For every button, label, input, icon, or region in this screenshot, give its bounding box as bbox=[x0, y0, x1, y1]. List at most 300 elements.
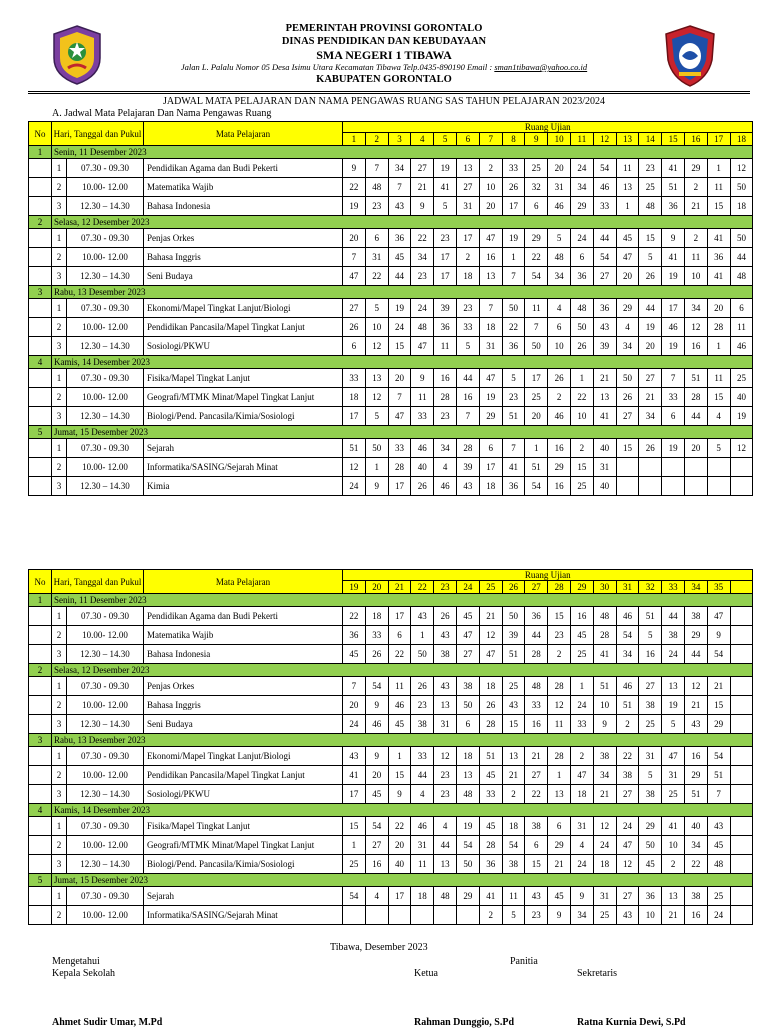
session-blank bbox=[29, 677, 52, 696]
proctor-cell: 23 bbox=[434, 407, 457, 426]
proctor-cell: 4 bbox=[434, 817, 457, 836]
proctor-cell: 51 bbox=[707, 766, 730, 785]
proctor-cell: 38 bbox=[457, 677, 480, 696]
proctor-cell: 20 bbox=[639, 337, 662, 356]
proctor-cell: 21 bbox=[479, 607, 502, 626]
room-number-header: 18 bbox=[730, 133, 753, 146]
letterhead-department: DINAS PENDIDIKAN DAN KEBUDAYAAN bbox=[281, 36, 487, 47]
proctor-cell: 2 bbox=[548, 645, 571, 664]
proctor-cell: 33 bbox=[525, 696, 548, 715]
proctor-cell: 1 bbox=[343, 836, 366, 855]
day-row bbox=[29, 146, 753, 159]
letterhead-rule-thin bbox=[28, 93, 750, 94]
proctor-cell: 21 bbox=[684, 696, 707, 715]
proctor-cell: 36 bbox=[593, 299, 616, 318]
proctor-cell: 9 bbox=[343, 159, 366, 178]
proctor-cell: 43 bbox=[502, 696, 525, 715]
proctor-cell: 12 bbox=[365, 337, 388, 356]
proctor-cell: 50 bbox=[502, 299, 525, 318]
proctor-cell: 17 bbox=[388, 477, 411, 496]
proctor-cell: 23 bbox=[365, 197, 388, 216]
day-number: 3 bbox=[29, 734, 52, 747]
proctor-cell: 17 bbox=[343, 785, 366, 804]
proctor-cell: 28 bbox=[525, 645, 548, 664]
proctor-cell: 26 bbox=[570, 337, 593, 356]
proctor-cell: 29 bbox=[684, 626, 707, 645]
room-number-header: 14 bbox=[639, 133, 662, 146]
room-number-header: 2 bbox=[365, 133, 388, 146]
proctor-cell: 28 bbox=[548, 677, 571, 696]
day-number: 3 bbox=[29, 286, 52, 299]
proctor-cell: 4 bbox=[707, 407, 730, 426]
proctor-cell: 22 bbox=[343, 178, 366, 197]
signature-sekretaris-name: Ratna Kurnia Dewi, S.Pd bbox=[577, 1017, 686, 1028]
proctor-cell bbox=[707, 477, 730, 496]
session-number: 1 bbox=[52, 369, 67, 388]
session-subject: Bahasa Inggris bbox=[144, 248, 343, 267]
proctor-cell: 44 bbox=[684, 407, 707, 426]
proctor-cell: 6 bbox=[479, 439, 502, 458]
proctor-cell: 21 bbox=[502, 766, 525, 785]
proctor-cell: 31 bbox=[662, 766, 685, 785]
session-number: 1 bbox=[52, 159, 67, 178]
proctor-cell: 12 bbox=[479, 626, 502, 645]
room-number-header: 30 bbox=[593, 581, 616, 594]
day-row bbox=[29, 216, 753, 229]
session-subject: Ekonomi/Mapel Tingkat Lanjut/Biologi bbox=[144, 747, 343, 766]
proctor-cell: 19 bbox=[662, 439, 685, 458]
proctor-cell: 7 bbox=[479, 299, 502, 318]
proctor-cell: 12 bbox=[365, 388, 388, 407]
proctor-cell: 16 bbox=[548, 439, 571, 458]
proctor-cell: 31 bbox=[548, 178, 571, 197]
proctor-cell: 21 bbox=[525, 747, 548, 766]
session-subject: Pendidikan Agama dan Budi Pekerti bbox=[144, 607, 343, 626]
proctor-cell: 1 bbox=[411, 626, 434, 645]
proctor-cell: 47 bbox=[570, 766, 593, 785]
session-subject: Sejarah bbox=[144, 439, 343, 458]
proctor-cell: 24 bbox=[662, 645, 685, 664]
proctor-cell bbox=[639, 477, 662, 496]
proctor-cell: 21 bbox=[707, 677, 730, 696]
proctor-cell: 28 bbox=[593, 626, 616, 645]
proctor-cell: 15 bbox=[707, 388, 730, 407]
proctor-cell: 29 bbox=[707, 715, 730, 734]
proctor-cell bbox=[730, 607, 753, 626]
session-subject: Fisika/Mapel Tingkat Lanjut bbox=[144, 369, 343, 388]
proctor-cell: 31 bbox=[570, 817, 593, 836]
proctor-cell: 22 bbox=[388, 645, 411, 664]
proctor-cell: 18 bbox=[411, 887, 434, 906]
proctor-cell: 24 bbox=[570, 696, 593, 715]
proctor-cell: 54 bbox=[365, 677, 388, 696]
proctor-cell: 31 bbox=[593, 887, 616, 906]
proctor-cell: 33 bbox=[411, 407, 434, 426]
proctor-cell: 34 bbox=[616, 645, 639, 664]
signature-sekretaris-label: Sekretaris bbox=[577, 968, 617, 979]
proctor-cell: 9 bbox=[365, 477, 388, 496]
proctor-cell: 54 bbox=[525, 477, 548, 496]
day-number: 5 bbox=[29, 874, 52, 887]
proctor-cell: 39 bbox=[434, 299, 457, 318]
proctor-cell: 13 bbox=[434, 696, 457, 715]
proctor-cell: 2 bbox=[548, 388, 571, 407]
day-label: Jumat, 15 Desember 2023 bbox=[52, 874, 753, 887]
proctor-cell: 4 bbox=[434, 458, 457, 477]
session-row bbox=[29, 747, 753, 766]
proctor-cell: 9 bbox=[570, 887, 593, 906]
proctor-cell: 17 bbox=[388, 887, 411, 906]
session-blank bbox=[29, 607, 52, 626]
proctor-cell: 13 bbox=[593, 388, 616, 407]
session-blank bbox=[29, 906, 52, 925]
proctor-cell: 54 bbox=[616, 626, 639, 645]
proctor-cell: 50 bbox=[570, 318, 593, 337]
proctor-cell: 6 bbox=[730, 299, 753, 318]
session-blank bbox=[29, 229, 52, 248]
session-time: 12.30 – 14.30 bbox=[67, 337, 144, 356]
proctor-cell: 32 bbox=[525, 178, 548, 197]
proctor-cell: 15 bbox=[388, 766, 411, 785]
proctor-cell: 11 bbox=[411, 388, 434, 407]
proctor-cell: 23 bbox=[548, 626, 571, 645]
session-blank bbox=[29, 855, 52, 874]
session-subject: Biologi/Pend. Pancasila/Kimia/Sosiologi bbox=[144, 407, 343, 426]
proctor-cell: 34 bbox=[388, 159, 411, 178]
proctor-cell: 46 bbox=[388, 696, 411, 715]
session-number: 1 bbox=[52, 229, 67, 248]
proctor-cell: 5 bbox=[502, 906, 525, 925]
proctor-cell: 29 bbox=[548, 458, 571, 477]
proctor-cell: 22 bbox=[365, 267, 388, 286]
room-number-header: 7 bbox=[479, 133, 502, 146]
proctor-cell: 22 bbox=[616, 747, 639, 766]
session-blank bbox=[29, 178, 52, 197]
proctor-cell: 51 bbox=[684, 785, 707, 804]
proctor-cell: 25 bbox=[525, 159, 548, 178]
day-label: Jumat, 15 Desember 2023 bbox=[52, 426, 753, 439]
proctor-cell: 46 bbox=[548, 407, 571, 426]
proctor-cell: 46 bbox=[434, 477, 457, 496]
room-number-header: 35 bbox=[707, 581, 730, 594]
session-subject: Penjas Orkes bbox=[144, 229, 343, 248]
proctor-cell: 13 bbox=[502, 747, 525, 766]
email-link[interactable]: sman1tibawa@yahoo.co.id bbox=[494, 62, 588, 72]
session-blank bbox=[29, 337, 52, 356]
proctor-cell: 31 bbox=[593, 458, 616, 477]
proctor-cell: 43 bbox=[593, 318, 616, 337]
proctor-cell: 18 bbox=[457, 267, 480, 286]
proctor-cell: 7 bbox=[707, 785, 730, 804]
session-number: 3 bbox=[52, 407, 67, 426]
proctor-cell: 38 bbox=[662, 626, 685, 645]
proctor-cell: 13 bbox=[457, 766, 480, 785]
session-number: 1 bbox=[52, 887, 67, 906]
session-row bbox=[29, 159, 753, 178]
proctor-cell: 4 bbox=[365, 887, 388, 906]
letterhead bbox=[0, 22, 768, 86]
proctor-cell: 40 bbox=[388, 855, 411, 874]
session-blank bbox=[29, 696, 52, 715]
proctor-cell: 12 bbox=[548, 696, 571, 715]
session-subject: Sosiologi/PKWU bbox=[144, 337, 343, 356]
session-time: 10.00- 12.00 bbox=[67, 836, 144, 855]
proctor-cell: 1 bbox=[502, 248, 525, 267]
proctor-cell: 41 bbox=[434, 178, 457, 197]
proctor-cell: 9 bbox=[593, 715, 616, 734]
room-number-header: 17 bbox=[707, 133, 730, 146]
proctor-cell: 25 bbox=[570, 645, 593, 664]
session-row bbox=[29, 439, 753, 458]
proctor-cell: 10 bbox=[593, 696, 616, 715]
proctor-cell: 43 bbox=[434, 626, 457, 645]
session-number: 1 bbox=[52, 439, 67, 458]
proctor-cell: 20 bbox=[388, 836, 411, 855]
proctor-cell: 12 bbox=[684, 677, 707, 696]
proctor-cell: 19 bbox=[457, 817, 480, 836]
proctor-cell: 36 bbox=[502, 477, 525, 496]
room-number-header: 28 bbox=[548, 581, 571, 594]
proctor-cell: 17 bbox=[434, 267, 457, 286]
session-row bbox=[29, 369, 753, 388]
proctor-cell: 38 bbox=[684, 887, 707, 906]
proctor-cell: 7 bbox=[502, 267, 525, 286]
session-subject: Sosiologi/PKWU bbox=[144, 785, 343, 804]
proctor-cell: 39 bbox=[502, 626, 525, 645]
proctor-cell: 2 bbox=[684, 178, 707, 197]
session-number: 3 bbox=[52, 645, 67, 664]
proctor-cell bbox=[365, 906, 388, 925]
proctor-cell: 41 bbox=[343, 766, 366, 785]
session-number: 1 bbox=[52, 299, 67, 318]
session-row bbox=[29, 766, 753, 785]
proctor-cell bbox=[730, 766, 753, 785]
proctor-cell: 33 bbox=[593, 197, 616, 216]
proctor-cell: 23 bbox=[525, 906, 548, 925]
proctor-cell: 34 bbox=[593, 766, 616, 785]
proctor-cell: 20 bbox=[707, 299, 730, 318]
proctor-cell: 29 bbox=[525, 229, 548, 248]
proctor-cell: 36 bbox=[479, 855, 502, 874]
proctor-cell: 10 bbox=[570, 407, 593, 426]
proctor-cell: 2 bbox=[570, 747, 593, 766]
proctor-cell: 18 bbox=[479, 677, 502, 696]
session-row bbox=[29, 887, 753, 906]
session-number: 3 bbox=[52, 855, 67, 874]
room-number-header: 29 bbox=[570, 581, 593, 594]
session-subject: Geografi/MTMK Minat/Mapel Tingkat Lanjut bbox=[144, 836, 343, 855]
signature-ketua-name: Rahman Dunggio, S.Pd bbox=[414, 1017, 515, 1028]
proctor-cell: 46 bbox=[616, 607, 639, 626]
session-time: 12.30 – 14.30 bbox=[67, 407, 144, 426]
proctor-cell: 41 bbox=[593, 645, 616, 664]
proctor-cell: 13 bbox=[457, 159, 480, 178]
session-blank bbox=[29, 299, 52, 318]
day-label: Kamis, 14 Desember 2023 bbox=[52, 356, 753, 369]
proctor-cell: 5 bbox=[662, 715, 685, 734]
proctor-cell: 33 bbox=[411, 747, 434, 766]
room-number-header: 10 bbox=[548, 133, 571, 146]
proctor-cell: 34 bbox=[570, 906, 593, 925]
proctor-cell: 38 bbox=[411, 715, 434, 734]
session-row bbox=[29, 715, 753, 734]
proctor-cell: 25 bbox=[662, 785, 685, 804]
proctor-cell: 10 bbox=[479, 178, 502, 197]
proctor-cell: 17 bbox=[525, 369, 548, 388]
proctor-cell: 44 bbox=[411, 766, 434, 785]
proctor-cell: 5 bbox=[639, 766, 662, 785]
proctor-cell: 45 bbox=[365, 785, 388, 804]
proctor-cell: 48 bbox=[525, 677, 548, 696]
proctor-cell: 17 bbox=[434, 248, 457, 267]
proctor-cell: 33 bbox=[343, 369, 366, 388]
proctor-cell: 51 bbox=[479, 747, 502, 766]
proctor-cell bbox=[730, 677, 753, 696]
proctor-cell: 1 bbox=[570, 677, 593, 696]
proctor-cell: 25 bbox=[639, 715, 662, 734]
proctor-cell: 7 bbox=[662, 369, 685, 388]
room-number-header: 25 bbox=[479, 581, 502, 594]
session-time: 07.30 - 09.30 bbox=[67, 299, 144, 318]
proctor-cell: 19 bbox=[343, 197, 366, 216]
proctor-cell: 9 bbox=[365, 696, 388, 715]
proctor-cell: 26 bbox=[411, 477, 434, 496]
proctor-cell bbox=[730, 626, 753, 645]
proctor-cell: 27 bbox=[525, 766, 548, 785]
room-number-header: 12 bbox=[593, 133, 616, 146]
proctor-cell: 22 bbox=[502, 318, 525, 337]
room-number-header: 34 bbox=[684, 581, 707, 594]
proctor-cell: 15 bbox=[525, 855, 548, 874]
proctor-cell: 20 bbox=[548, 159, 571, 178]
proctor-cell: 4 bbox=[548, 299, 571, 318]
proctor-cell: 19 bbox=[479, 388, 502, 407]
session-number: 2 bbox=[52, 248, 67, 267]
session-subject: Penjas Orkes bbox=[144, 677, 343, 696]
proctor-cell: 18 bbox=[593, 855, 616, 874]
col-header-ruang: Ruang Ujian bbox=[343, 122, 753, 133]
proctor-cell: 5 bbox=[502, 369, 525, 388]
proctor-cell: 26 bbox=[343, 318, 366, 337]
proctor-cell bbox=[730, 887, 753, 906]
proctor-cell: 7 bbox=[502, 439, 525, 458]
session-time: 07.30 - 09.30 bbox=[67, 607, 144, 626]
proctor-cell: 22 bbox=[570, 388, 593, 407]
room-number-header: 4 bbox=[411, 133, 434, 146]
proctor-cell: 54 bbox=[457, 836, 480, 855]
proctor-cell: 34 bbox=[434, 439, 457, 458]
proctor-cell: 18 bbox=[365, 607, 388, 626]
signature-panitia-label: Panitia bbox=[510, 956, 538, 967]
proctor-cell: 44 bbox=[730, 248, 753, 267]
proctor-cell: 38 bbox=[593, 747, 616, 766]
day-label: Senin, 11 Desember 2023 bbox=[52, 594, 753, 607]
session-blank bbox=[29, 785, 52, 804]
session-subject: Pendidikan Pancasila/Mapel Tingkat Lanjut bbox=[144, 318, 343, 337]
proctor-cell: 15 bbox=[388, 337, 411, 356]
proctor-cell: 1 bbox=[707, 337, 730, 356]
proctor-cell bbox=[730, 906, 753, 925]
proctor-cell: 38 bbox=[502, 855, 525, 874]
proctor-cell: 15 bbox=[502, 715, 525, 734]
proctor-cell: 21 bbox=[684, 197, 707, 216]
session-row bbox=[29, 388, 753, 407]
session-number: 3 bbox=[52, 477, 67, 496]
proctor-cell: 7 bbox=[388, 388, 411, 407]
proctor-cell: 34 bbox=[684, 299, 707, 318]
proctor-cell: 51 bbox=[502, 645, 525, 664]
session-blank bbox=[29, 626, 52, 645]
proctor-cell: 17 bbox=[479, 458, 502, 477]
proctor-cell bbox=[411, 906, 434, 925]
session-time: 10.00- 12.00 bbox=[67, 626, 144, 645]
proctor-cell: 26 bbox=[502, 178, 525, 197]
proctor-cell: 47 bbox=[662, 747, 685, 766]
col-header-hari: Hari, Tanggal dan Pukul bbox=[52, 570, 144, 594]
proctor-cell: 20 bbox=[388, 369, 411, 388]
proctor-cell: 11 bbox=[684, 248, 707, 267]
proctor-cell: 47 bbox=[479, 229, 502, 248]
proctor-cell: 6 bbox=[662, 407, 685, 426]
proctor-cell: 28 bbox=[388, 458, 411, 477]
session-row bbox=[29, 178, 753, 197]
proctor-cell: 28 bbox=[457, 439, 480, 458]
session-row bbox=[29, 855, 753, 874]
day-row bbox=[29, 734, 753, 747]
proctor-cell: 6 bbox=[548, 318, 571, 337]
proctor-cell: 1 bbox=[388, 747, 411, 766]
proctor-cell: 19 bbox=[639, 318, 662, 337]
proctor-cell: 18 bbox=[479, 477, 502, 496]
proctor-cell: 12 bbox=[593, 817, 616, 836]
proctor-cell: 26 bbox=[616, 388, 639, 407]
proctor-cell: 13 bbox=[365, 369, 388, 388]
proctor-cell: 36 bbox=[434, 318, 457, 337]
proctor-cell: 18 bbox=[457, 747, 480, 766]
session-blank bbox=[29, 197, 52, 216]
session-number: 3 bbox=[52, 267, 67, 286]
room-number-header: 33 bbox=[662, 581, 685, 594]
proctor-cell: 36 bbox=[525, 607, 548, 626]
proctor-cell: 50 bbox=[730, 229, 753, 248]
proctor-cell: 45 bbox=[479, 766, 502, 785]
proctor-cell: 7 bbox=[343, 677, 366, 696]
session-subject: Bahasa Indonesia bbox=[144, 197, 343, 216]
session-row bbox=[29, 458, 753, 477]
proctor-cell: 36 bbox=[502, 337, 525, 356]
proctor-cell: 19 bbox=[730, 407, 753, 426]
proctor-cell: 22 bbox=[343, 607, 366, 626]
proctor-cell: 36 bbox=[388, 229, 411, 248]
proctor-cell: 19 bbox=[662, 337, 685, 356]
day-row bbox=[29, 594, 753, 607]
proctor-cell: 54 bbox=[525, 267, 548, 286]
col-header-no: No bbox=[29, 122, 52, 146]
proctor-cell: 28 bbox=[479, 715, 502, 734]
proctor-cell: 16 bbox=[548, 477, 571, 496]
proctor-cell: 22 bbox=[684, 855, 707, 874]
proctor-cell: 36 bbox=[343, 626, 366, 645]
proctor-cell: 4 bbox=[570, 836, 593, 855]
proctor-cell: 27 bbox=[616, 887, 639, 906]
proctor-cell: 21 bbox=[662, 906, 685, 925]
proctor-cell: 2 bbox=[616, 715, 639, 734]
signature-mengetahui: Mengetahui bbox=[52, 956, 100, 967]
session-time: 10.00- 12.00 bbox=[67, 766, 144, 785]
session-subject: Pendidikan Agama dan Budi Pekerti bbox=[144, 159, 343, 178]
session-number: 3 bbox=[52, 715, 67, 734]
proctor-cell: 23 bbox=[411, 267, 434, 286]
